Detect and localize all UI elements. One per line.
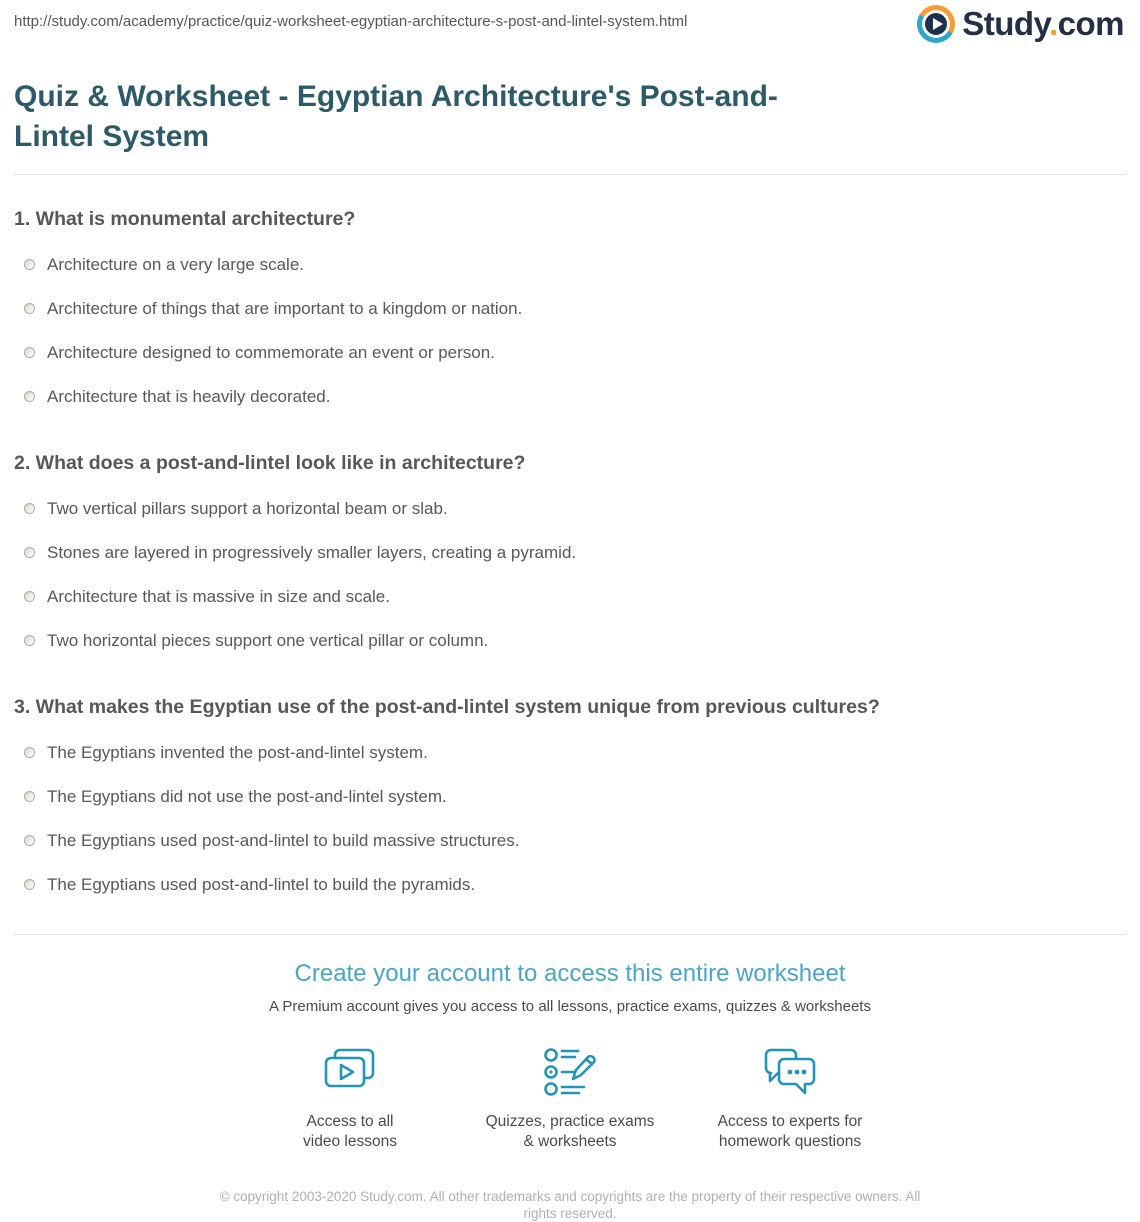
radio-button[interactable] <box>24 791 35 802</box>
option-row[interactable] <box>24 543 1126 563</box>
page-url: http://study.com/academy/practice/quiz-worksheet-egyptian-architecture-s-post-and-lintel-system.html <box>14 13 688 30</box>
radio-button[interactable] <box>24 347 35 358</box>
feature-quizzes-worksheets <box>460 1046 680 1152</box>
option-row[interactable] <box>24 299 1126 319</box>
feature-label-line2: video lessons <box>303 1133 397 1150</box>
option-label: The Egyptians invented the post-and-lintel system. <box>47 743 428 762</box>
radio-button[interactable] <box>24 747 35 758</box>
play-icon <box>933 18 943 30</box>
option-label: Stones are layered in progressively smaller layers, creating a pyramid. <box>47 543 577 562</box>
quizzes-worksheets-icon <box>542 1046 598 1100</box>
option-row[interactable] <box>24 387 1126 407</box>
feature-label-line1: Quizzes, practice exams <box>485 1113 655 1130</box>
radio-button[interactable] <box>24 303 35 314</box>
radio-button[interactable] <box>24 259 35 270</box>
play-logo-icon <box>917 5 955 43</box>
radio-button[interactable] <box>24 879 35 890</box>
radio-button[interactable] <box>24 591 35 602</box>
option-row[interactable] <box>24 343 1126 363</box>
feature-label <box>460 1112 680 1152</box>
option-label: Architecture designed to commemorate an event or person. <box>47 343 495 362</box>
features-row <box>14 1046 1126 1152</box>
option-label: Two horizontal pieces support one vertical pillar or column. <box>47 631 489 650</box>
feature-expert-chat <box>680 1046 900 1152</box>
option-row[interactable] <box>24 875 1126 895</box>
radio-button[interactable] <box>24 391 35 402</box>
study-logo[interactable] <box>917 5 1124 43</box>
question-1-heading: 1. What is monumental architecture? <box>14 208 356 230</box>
feature-label-line2: & worksheets <box>523 1133 617 1150</box>
option-label: Architecture on a very large scale. <box>47 255 305 274</box>
option-row[interactable] <box>24 831 1126 851</box>
option-row[interactable] <box>24 255 1126 275</box>
question-2-options <box>14 499 1126 651</box>
feature-label-line2: homework questions <box>718 1133 862 1150</box>
question-3-options <box>14 743 1126 895</box>
feature-label <box>680 1112 900 1152</box>
option-label: The Egyptians did not use the post-and-lintel system. <box>47 787 447 806</box>
feature-label-line1: Access to all <box>306 1113 394 1130</box>
logo-dot: . <box>1048 5 1058 42</box>
option-label: Two vertical pillars support a horizontal beam or slab. <box>47 499 448 518</box>
logo-wordmark <box>962 5 1124 43</box>
option-label: The Egyptians used post-and-lintel to build the pyramids. <box>47 875 476 894</box>
radio-button[interactable] <box>24 547 35 558</box>
option-label: Architecture that is heavily decorated. <box>47 387 331 406</box>
option-label: Architecture of things that are important to a kingdom or nation. <box>47 299 523 318</box>
divider-top <box>14 174 1126 175</box>
question-2-heading: 2. What does a post-and-lintel look like in architecture? <box>14 452 526 474</box>
question-1-options <box>14 255 1126 407</box>
logo-study: Study <box>962 5 1049 42</box>
premium-subheading: A Premium account gives you access to all lessons, practice exams, quizzes & worksheets <box>269 998 871 1015</box>
option-label: Architecture that is massive in size and scale. <box>47 587 390 606</box>
option-row[interactable] <box>24 787 1126 807</box>
page-title: Quiz & Worksheet - Egyptian Architecture's Post-and-Lintel System <box>14 80 778 153</box>
feature-label-line1: Access to experts for <box>717 1113 863 1130</box>
feature-label <box>240 1112 460 1152</box>
option-row[interactable] <box>24 499 1126 519</box>
video-lessons-icon <box>321 1046 379 1098</box>
radio-button[interactable] <box>24 635 35 646</box>
option-row[interactable] <box>24 631 1126 651</box>
expert-chat-icon <box>761 1046 819 1100</box>
copyright-notice: © copyright 2003-2020 Study.com. All other trademarks and copyrights are the property of their respective owners. All rights reserved. <box>219 1189 921 1221</box>
divider-bottom <box>14 934 1126 935</box>
logo-com: com <box>1057 5 1124 42</box>
option-row[interactable] <box>24 587 1126 607</box>
create-account-link[interactable]: Create your account to access this entire worksheet <box>294 960 846 987</box>
radio-button[interactable] <box>24 835 35 846</box>
radio-button[interactable] <box>24 503 35 514</box>
question-3-heading: 3. What makes the Egyptian use of the post-and-lintel system unique from previous cultures? <box>14 696 880 718</box>
option-row[interactable] <box>24 743 1126 763</box>
option-label: The Egyptians used post-and-lintel to build massive structures. <box>47 831 520 850</box>
page-header <box>14 0 1126 52</box>
feature-video-lessons <box>240 1046 460 1152</box>
